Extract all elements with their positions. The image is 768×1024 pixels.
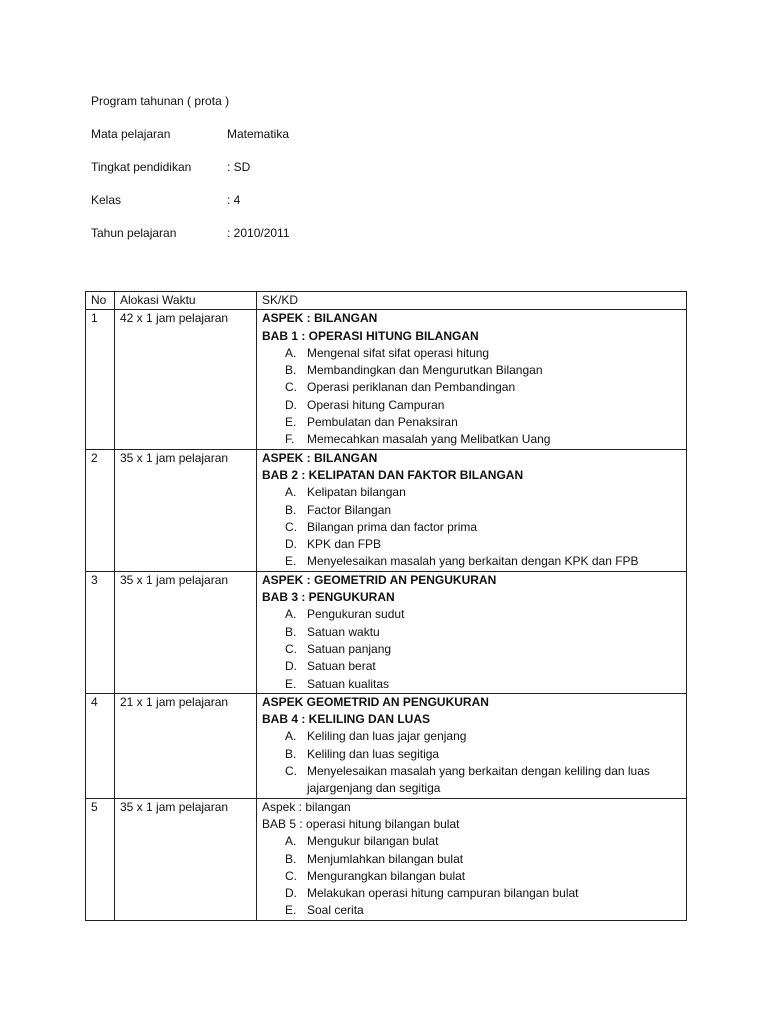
table-row	[86, 449, 687, 571]
list-item-text: Menjumlahkan bilangan bulat	[307, 851, 464, 866]
list-item-text: Memecahkan masalah yang Melibatkan Uang	[307, 432, 551, 447]
list-item-text: Satuan waktu	[307, 624, 380, 639]
list-item-text: Satuan berat	[307, 659, 376, 674]
list-marker: A.	[285, 485, 297, 500]
bab-heading: BAB 5 : operasi hitung bilangan bulat	[262, 816, 460, 831]
list-item-text: Bilangan prima dan factor prima	[307, 519, 478, 534]
meta-row-class	[91, 193, 491, 209]
list-item	[262, 431, 686, 448]
meta-label: Tahun pelajaran	[91, 226, 177, 240]
cell-no: 5	[86, 798, 115, 920]
kd-list	[262, 833, 686, 919]
cell-skkd	[257, 449, 687, 571]
cell-no: 4	[86, 693, 115, 798]
list-marker: A.	[285, 729, 297, 744]
list-item	[262, 606, 686, 623]
cell-alokasi: 21 x 1 jam pelajaran	[115, 693, 257, 798]
bab-heading: BAB 4 : KELILING DAN LUAS	[262, 712, 430, 727]
list-item-text: Operasi periklanan dan Pembandingan	[307, 380, 516, 395]
list-item-text: Keliling dan luas segitiga	[307, 746, 440, 761]
meta-row-subject	[91, 127, 491, 143]
list-item	[262, 502, 686, 519]
list-item	[262, 345, 686, 362]
list-item-text: Factor Bilangan	[307, 502, 392, 517]
list-item	[262, 868, 686, 885]
cell-no: 1	[86, 310, 115, 449]
column-header-skkd: SK/KD	[257, 292, 687, 310]
list-marker: A.	[285, 345, 297, 360]
cell-alokasi: 42 x 1 jam pelajaran	[115, 310, 257, 449]
list-item-text: Menyelesaikan masalah yang berkaitan dengan keliling dan luas jajargenjang dan segitiga	[307, 764, 650, 796]
list-marker: C.	[285, 764, 297, 779]
list-marker: D.	[285, 537, 297, 552]
list-item	[262, 379, 686, 396]
meta-row-level	[91, 160, 491, 176]
cell-alokasi: 35 x 1 jam pelajaran	[115, 449, 257, 571]
table-row	[86, 310, 687, 449]
list-item-text: Operasi hitung Campuran	[307, 397, 445, 412]
list-marker: C.	[285, 641, 297, 656]
list-item	[262, 763, 686, 798]
list-item-text: Satuan kualitas	[307, 676, 390, 691]
list-item-text: Mengurangkan bilangan bulat	[307, 868, 466, 883]
bab-heading: BAB 2 : KELIPATAN DAN FAKTOR BILANGAN	[262, 467, 524, 482]
list-item-text: Satuan panjang	[307, 641, 392, 656]
list-item-text: Pembulatan dan Penaksiran	[307, 415, 458, 430]
list-item	[262, 362, 686, 379]
list-item-text: Pengukuran sudut	[307, 607, 405, 622]
list-item-text: Melakukan operasi hitung campuran bilangan bulat	[307, 886, 579, 901]
list-item-text: Kelipatan bilangan	[307, 485, 406, 500]
column-header-alokasi: Alokasi Waktu	[115, 292, 257, 310]
list-marker: B.	[285, 624, 297, 639]
list-item	[262, 902, 686, 919]
meta-label: Kelas	[91, 193, 122, 207]
list-item-text: Mengukur bilangan bulat	[307, 834, 439, 849]
list-marker: A.	[285, 834, 297, 849]
list-item	[262, 414, 686, 431]
table-row	[86, 798, 687, 920]
column-header-no: No	[86, 292, 115, 310]
cell-skkd	[257, 571, 687, 693]
meta-value: : 2010/2011	[227, 226, 290, 240]
list-item-text: Soal cerita	[307, 903, 364, 918]
kd-list	[262, 728, 686, 797]
list-marker: D.	[285, 886, 297, 901]
list-item	[262, 484, 686, 501]
list-marker: B.	[285, 746, 297, 761]
document-title: Program tahunan ( prota )	[91, 94, 230, 108]
aspek-heading: ASPEK GEOMETRID AN PENGUKURAN	[262, 694, 489, 709]
cell-no: 2	[86, 449, 115, 571]
table-row	[86, 693, 687, 798]
kd-list	[262, 345, 686, 449]
meta-label: Tingkat pendidikan	[91, 160, 192, 174]
list-marker: E.	[285, 676, 297, 691]
meta-label: Mata pelajaran	[91, 127, 171, 141]
cell-skkd	[257, 798, 687, 920]
list-marker: C.	[285, 519, 297, 534]
list-marker: D.	[285, 397, 297, 412]
list-item	[262, 536, 686, 553]
table-row	[86, 571, 687, 693]
cell-no: 3	[86, 571, 115, 693]
cell-skkd	[257, 693, 687, 798]
meta-row-year	[91, 226, 491, 242]
list-marker: B.	[285, 363, 297, 378]
list-item	[262, 676, 686, 693]
list-marker: C.	[285, 868, 297, 883]
list-item	[262, 851, 686, 868]
aspek-heading: ASPEK : BILANGAN	[262, 311, 378, 326]
list-marker: C.	[285, 380, 297, 395]
kd-list	[262, 484, 686, 570]
cell-alokasi: 35 x 1 jam pelajaran	[115, 571, 257, 693]
aspek-heading: ASPEK : GEOMETRID AN PENGUKURAN	[262, 572, 497, 587]
list-item-text: Keliling dan luas jajar genjang	[307, 729, 467, 744]
cell-alokasi: 35 x 1 jam pelajaran	[115, 798, 257, 920]
prota-table	[85, 291, 687, 921]
list-item	[262, 641, 686, 658]
list-item	[262, 746, 686, 763]
bab-heading: BAB 1 : OPERASI HITUNG BILANGAN	[262, 328, 479, 343]
kd-list	[262, 606, 686, 692]
list-item-text: KPK dan FPB	[307, 537, 382, 552]
meta-value: : 4	[227, 193, 241, 207]
list-marker: F.	[285, 432, 295, 447]
list-item	[262, 833, 686, 850]
meta-value: : SD	[227, 160, 251, 174]
list-item-text: Membandingkan dan Mengurutkan Bilangan	[307, 363, 543, 378]
list-item	[262, 519, 686, 536]
bab-heading: BAB 3 : PENGUKURAN	[262, 590, 395, 605]
list-marker: A.	[285, 607, 297, 622]
list-marker: B.	[285, 502, 297, 517]
list-item	[262, 658, 686, 675]
aspek-heading: ASPEK : BILANGAN	[262, 450, 378, 465]
list-marker: E.	[285, 554, 297, 569]
aspek-heading: Aspek : bilangan	[262, 799, 351, 814]
meta-value: Matematika	[227, 127, 290, 141]
list-marker: B.	[285, 851, 297, 866]
list-item	[262, 728, 686, 745]
list-item-text: Mengenal sifat sifat operasi hitung	[307, 345, 490, 360]
list-item	[262, 397, 686, 414]
list-item	[262, 553, 686, 570]
list-marker: D.	[285, 659, 297, 674]
list-marker: E.	[285, 415, 297, 430]
list-item-text: Menyelesaikan masalah yang berkaitan dengan KPK dan FPB	[307, 554, 639, 569]
list-marker: E.	[285, 903, 297, 918]
cell-skkd	[257, 310, 687, 449]
list-item	[262, 885, 686, 902]
table-header-row	[86, 292, 687, 310]
list-item	[262, 624, 686, 641]
